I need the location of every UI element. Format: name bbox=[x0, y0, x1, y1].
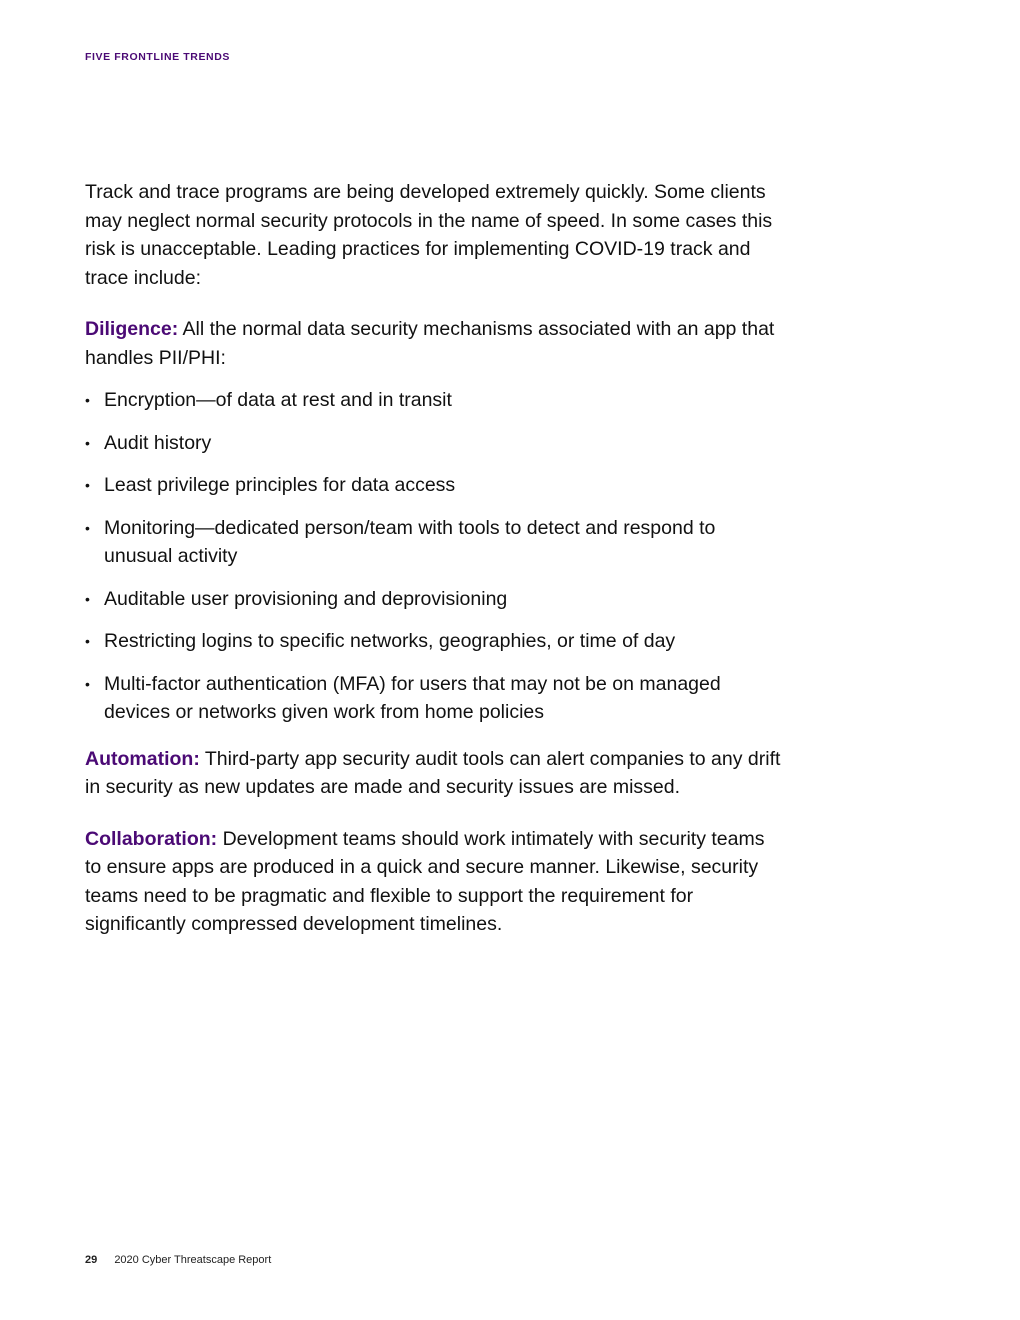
list-item: • Monitoring—dedicated person/team with tools to detect and respond to unusual activity bbox=[85, 514, 785, 571]
diligence-paragraph bbox=[85, 315, 785, 372]
list-item: • Restricting logins to specific networks, geographies, or time of day bbox=[85, 627, 785, 656]
intro-paragraph: Track and trace programs are being developed extremely quickly. Some clients may neglect normal security protocols in the name of speed. In some cases this risk is unacceptable. Leading practices for implementing COVID-19 track and trace include: bbox=[85, 181, 773, 289]
page-footer bbox=[85, 1254, 271, 1266]
main-content bbox=[85, 178, 785, 939]
list-item: • Multi-factor authentication (MFA) for users that may not be on managed devices or networks given work from home policies bbox=[85, 670, 785, 727]
section-label: FIVE FRONTLINE TRENDS bbox=[85, 51, 231, 63]
diligence-lead: Diligence: bbox=[85, 318, 179, 340]
list-item: • Least privilege principles for data access bbox=[85, 471, 785, 500]
list-item: • Audit history bbox=[85, 429, 785, 458]
list-item: • Auditable user provisioning and deprovisioning bbox=[85, 585, 785, 614]
automation-text: Third-party app security audit tools can alert companies to any drift in security as new updates are made and security issues are missed. bbox=[85, 747, 781, 798]
diligence-text: All the normal data security mechanisms associated with an app that handles PII/PHI: bbox=[85, 318, 775, 369]
diligence-bullet-list bbox=[85, 386, 785, 727]
list-item: • Encryption—of data at rest and in transit bbox=[85, 386, 785, 415]
collaboration-paragraph bbox=[85, 825, 785, 939]
automation-paragraph bbox=[85, 745, 785, 802]
collaboration-text: Development teams should work intimately with security teams to ensure apps are produced in a quick and secure manner. Likewise, security teams need to be pragmatic and flexible to support the requirement for significantly compressed development timelines. bbox=[85, 827, 765, 935]
automation-lead: Automation: bbox=[85, 747, 200, 770]
page-number: 29 bbox=[85, 1254, 98, 1266]
report-title: 2020 Cyber Threatscape Report bbox=[114, 1254, 272, 1266]
collaboration-lead: Collaboration: bbox=[85, 827, 218, 850]
